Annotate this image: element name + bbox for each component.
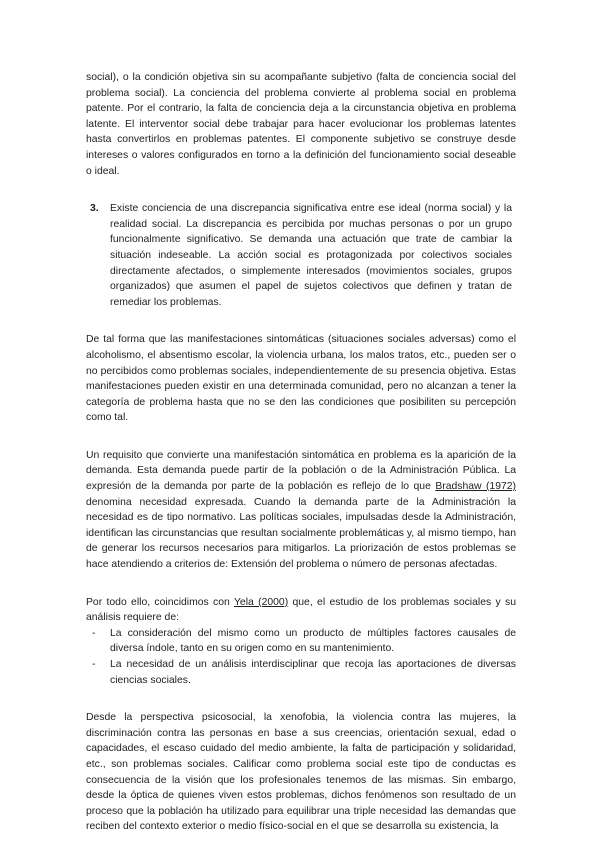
intro-paragraph: social), o la condición objetiva sin su acompañante subjetivo (falta de conciencia social del problema social). La conciencia del problema convierte al problema social en problema patente. Por el contrario, la falta de conciencia deja a la circunstancia objetiva en problema latente. El interventor social debe trabajar para hacer evolucionar los problemas latentes hasta convertirlos en problemas patentes. El componente subjetivo se construye desde intereses o valores configurados en torno a la definición del funcionamiento social deseable o ideal. <box>86 72 516 177</box>
paragraph-study-text-a: Por todo ello, coincidimos con <box>86 596 234 608</box>
paragraph-study <box>86 595 516 626</box>
list-item-text: La necesidad de un análisis interdisciplinar que recoja las aportaciones de diversas ciencias sociales. <box>110 659 516 686</box>
paragraph-symptoms: De tal forma que las manifestaciones sintomáticas (situaciones sociales adversas) como el alcoholismo, el absentismo escolar, la violencia urbana, los malos tratos, etc., pueden ser o no percibidos como problemas sociales, independientemente de su presencia objetiva. Estas manifestaciones pueden existir en una determinada comunidad, pero no alcanzan a tener la categoría de problema hasta que no se den las condiciones que posibiliten su percepción como tal. <box>86 334 516 424</box>
dash-marker: - <box>92 659 96 670</box>
paragraph-study-text-b: que, el estudio de los problemas sociales y su análisis requiere de: <box>86 596 516 624</box>
paragraph-psychosocial: Desde la perspectiva psicosocial, la xenofobia, la violencia contra las mujeres, la discriminación contra las personas en base a sus creencias, orientación sexual, edad o capacidades, el escaso cuidado del medio ambiente, la falta de participación y solidaridad, etc., son problemas sociales. Calificar como problema social este tipo de conductas es consecuencia de la visión que los profesionales tenemos de las mismas. Sin embargo, desde la óptica de quienes viven estos problemas, dichos fenómenos son resultado de un proceso que la población ha utilizado para equilibrar una triple necesidad las demandas que reciben del contexto exterior o medio físico-social en el que se desarrolla su existencia, la <box>86 712 516 833</box>
citation-yela[interactable]: Yela (2000) <box>233 596 289 608</box>
list-item <box>86 626 516 657</box>
list-item <box>86 657 516 688</box>
item-text: Existe conciencia de una discrepancia significativa entre ese ideal (norma social) y la realidad social. La discrepancia es percibida por muchas personas o por un grupo funcionalmente significativo. Se demanda una actuación que trate de cambiar la situación indeseable. La acción social es protagonizada por colectivos sociales directamente afectados, o simplemente interesados (movimientos sociales, grupos organizados) que asumen el papel de sujetos colectivos que definen y tratan de remediar los problemas. <box>110 203 512 308</box>
paragraph-demand-text-a: Un requisito que convierte una manifestación sintomática en problema es la aparición de la demanda. Esta demanda puede partir de la población o de la Administración Pública. La expresión de la demanda por parte de la población es reflejo de lo que <box>86 449 516 493</box>
citation-bradshaw[interactable]: Bradshaw (1972) <box>435 481 516 493</box>
dash-list <box>86 626 516 688</box>
dash-marker: - <box>92 627 96 639</box>
item-number: 3. <box>90 203 99 215</box>
list-item-text: La consideración del mismo como un producto de múltiples factores causales de diversa índole, tanto en su origen como en su mantenimiento. <box>110 627 516 655</box>
paragraph-demand <box>86 448 516 573</box>
numbered-item <box>86 201 516 310</box>
paragraph-demand-text-b: denomina necesidad expresada. Cuando la demanda parte de la Administración la necesidad es de tipo normativo. Las políticas sociales, impulsadas desde la Administración, identifican las circunstancias que resultan socialmente problemáticas y, al mismo tiempo, han de generar los recursos necesarios para mitigarlos. La priorización de estos problemas se hace atendiendo a criterios de: Extensión del problema o número de personas afectadas. <box>86 496 516 571</box>
